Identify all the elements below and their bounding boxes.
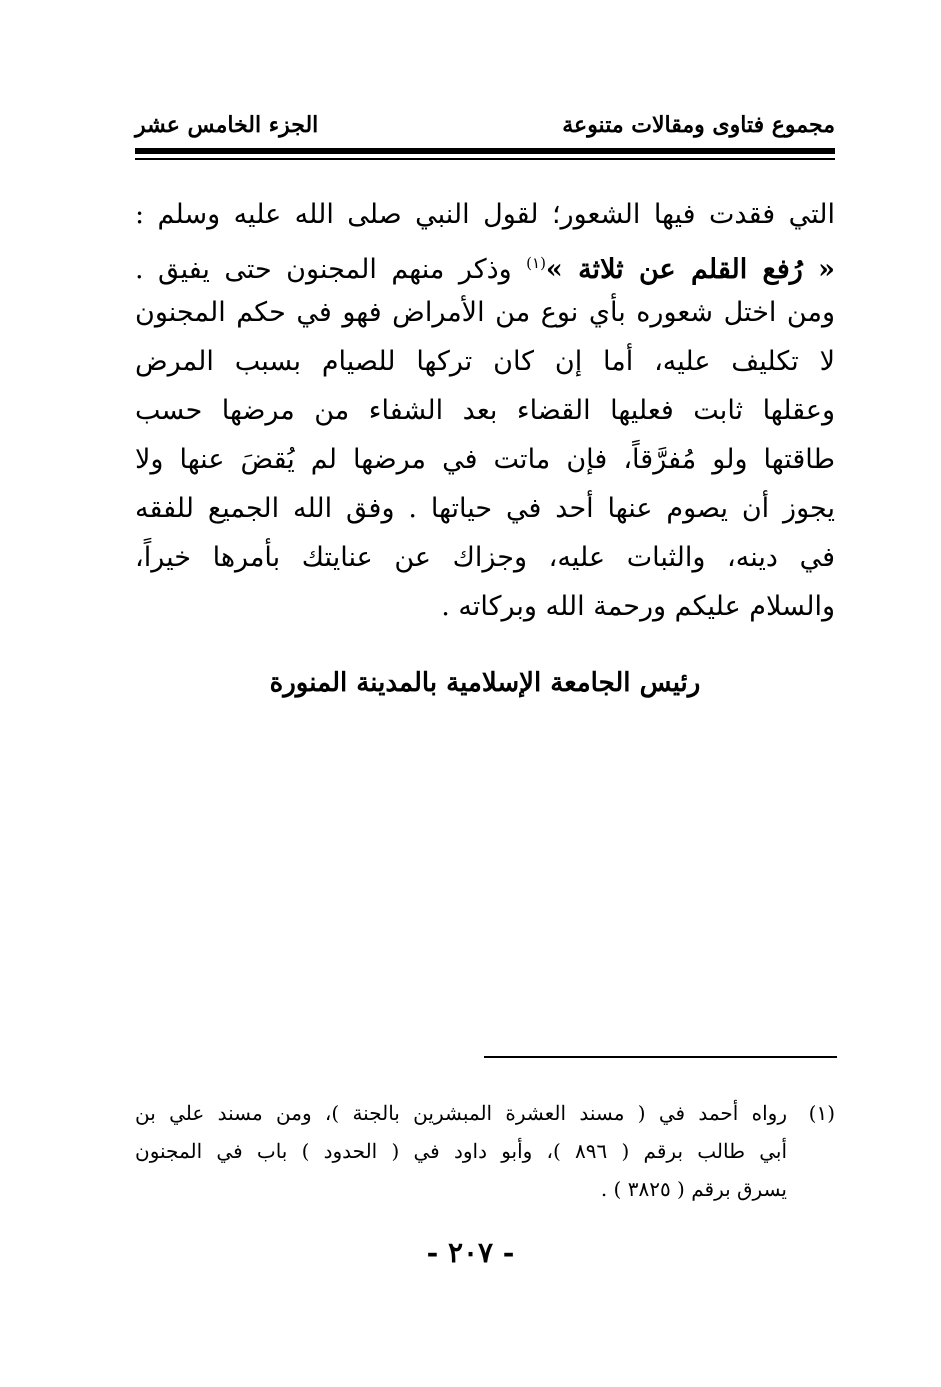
footnote-text xyxy=(135,1094,787,1208)
text-line-hadith xyxy=(135,239,835,288)
volume-label: الجزء الخامس عشر xyxy=(135,112,319,138)
text-line: ومن اختل شعوره بأي نوع من الأمراض فهو في حكم المجنون xyxy=(135,297,835,328)
text-line: التي فقدت فيها الشعور؛ لقول النبي صلى الله عليه وسلم : xyxy=(135,199,835,230)
signature: رئيس الجامعة الإسلامية بالمدينة المنورة xyxy=(269,668,701,698)
header-rule-thin xyxy=(135,158,835,160)
text-line: في دينه، والثبات عليه، وجزاك عن عنايتك بأمرها خيراً، xyxy=(135,542,835,573)
text-line-continuation: وذكر منهم المجنون حتى يفيق . xyxy=(135,254,512,285)
main-text xyxy=(135,190,835,631)
footnote-line: يسرق برقم ( ٣٨٢٥ ) . xyxy=(600,1177,787,1201)
book-title: مجموع فتاوى ومقالات متنوعة xyxy=(562,112,835,138)
text-line: وعقلها ثابت فعليها القضاء بعد الشفاء من مرضها حسب xyxy=(135,395,835,426)
text-line: طاقتها ولو مُفرَّقاً، فإن ماتت في مرضها لم يُقضَ عنها ولا xyxy=(135,444,835,475)
running-header xyxy=(135,106,835,146)
page-number: - ٢٠٧ - xyxy=(426,1236,515,1269)
footnote-number: (١) xyxy=(808,1101,835,1125)
footnote-separator xyxy=(484,1056,837,1058)
text-line: لا تكليف عليه، أما إن كان تركها للصيام بسبب المرض xyxy=(135,346,835,377)
header-rule-thick xyxy=(135,148,835,154)
footnote-line: رواه أحمد في ( مسند العشرة المبشرين بالجنة )، ومن مسند علي بن xyxy=(135,1101,787,1125)
text-line: والسلام عليكم ورحمة الله وبركاته . xyxy=(441,591,835,622)
footnote-line: أبي طالب برقم ( ٨٩٦ )، وأبو داود في ( الحدود ) باب في المجنون xyxy=(135,1139,787,1163)
text-line: يجوز أن يصوم عنها أحد في حياتها . وفق الله الجميع للفقه xyxy=(135,493,835,524)
footnote-reference: (١) xyxy=(526,254,546,272)
footnote xyxy=(135,1094,835,1208)
hadith-quote: « رُفع القلم عن ثلاثة » xyxy=(545,254,835,285)
